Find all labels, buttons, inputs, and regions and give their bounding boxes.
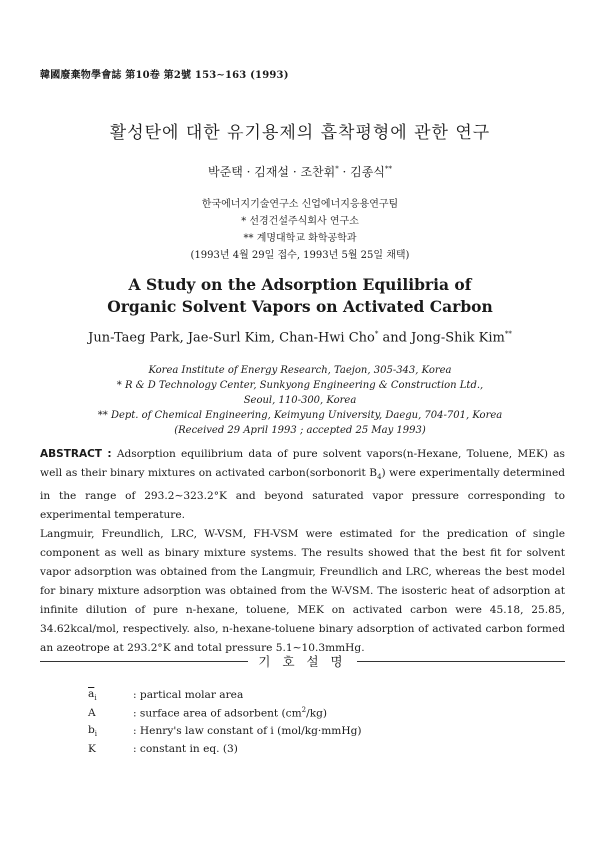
english-title bbox=[0, 274, 600, 318]
nomenclature-definition: : constant in eq. (3) bbox=[133, 743, 238, 755]
korean-received-dates: (1993년 4월 29일 접수, 1993년 5월 25일 채택) bbox=[190, 250, 410, 261]
english-authors bbox=[0, 330, 600, 345]
symbol-base: b bbox=[88, 723, 95, 736]
symbol-subscript: i bbox=[94, 694, 97, 703]
english-authors-mark2: ** bbox=[504, 330, 512, 338]
nomenclature-heading-text: 기 호 설 명 bbox=[258, 654, 347, 669]
abstract-subscript: 4 bbox=[377, 473, 382, 482]
english-authors-part2: and Jong-Shik Kim bbox=[378, 330, 505, 346]
abstract bbox=[40, 445, 565, 658]
nomenclature-row bbox=[88, 686, 362, 704]
abstract-paragraph-1 bbox=[40, 445, 565, 525]
abstract-paragraph-2: Langmuir, Freundlich, LRC, W-VSM, FH-VSM were estimated for the predication of single component as well as binary mixture systems. The results showed that the best fit for solvent vapor adsorption was obtained from the Langmuir, Freundlich and LRC, whereas the best model for binary mixture adsorption was obtained from the W-VSM. The isosteric heat of adsorption at infinite dilution of pure n-hexane, toluene, MEK on activated carbon were 45.18, 25.85, 34.62kcal/mol, respectively. also, n-hexane-toluene binary adsorption of activated carbon formed an azeotrope at 293.2°K and total pressure 5.1∼10.3mmHg. bbox=[40, 528, 565, 655]
nomenclature-definition: : Henry's law constant of i (mol/kg·mmHg) bbox=[133, 725, 362, 737]
english-title-line: Organic Solvent Vapors on Activated Carbon bbox=[107, 297, 493, 316]
korean-authors-mark2: ** bbox=[384, 165, 392, 173]
english-affiliation-line: ** Dept. of Chemical Engineering, Keimyung University, Daegu, 704-701, Korea bbox=[97, 410, 503, 421]
heading-rule-right bbox=[357, 661, 565, 662]
english-received-dates: (Received 29 April 1993 ; accepted 25 May 1993) bbox=[174, 425, 426, 436]
definition-superscript: 2 bbox=[301, 706, 307, 715]
nomenclature-heading bbox=[40, 652, 565, 670]
nomenclature-row bbox=[88, 704, 362, 722]
nomenclature-symbol bbox=[88, 724, 133, 738]
symbol-subscript: i bbox=[94, 730, 98, 739]
nomenclature-symbol: A bbox=[88, 707, 96, 719]
korean-authors-mark1: * bbox=[335, 165, 339, 173]
english-affiliation-line: Korea Institute of Energy Research, Taejon, 305-343, Korea bbox=[148, 365, 452, 376]
definition-text: /kg) bbox=[306, 707, 328, 720]
symbol-base: $\overline{a}$ bbox=[88, 687, 95, 700]
english-affiliations bbox=[0, 363, 600, 438]
nomenclature-row bbox=[88, 722, 362, 740]
nomenclature-row bbox=[88, 740, 362, 758]
abstract-label: ABSTRACT : bbox=[40, 448, 112, 460]
english-authors-part1: Jun-Taeg Park, Jae-Surl Kim, Chan-Hwi Cho bbox=[88, 330, 375, 346]
english-affiliation-line: * R & D Technology Center, Sunkyong Engineering & Construction Ltd., bbox=[116, 380, 484, 391]
korean-authors bbox=[0, 163, 600, 180]
english-authors-mark1: * bbox=[374, 330, 379, 338]
abstract-text: ) were experimentally determined in the range of 293.2∼323.2°K and beyond saturated vapor pressure corresponding to experimental temperature. bbox=[40, 467, 565, 522]
definition-text: : surface area of adsorbent (cm bbox=[133, 707, 302, 720]
nomenclature-symbol: K bbox=[88, 743, 96, 755]
korean-affiliation-line: 한국에너지기술연구소 신업에너지응용연구팀 bbox=[201, 199, 399, 210]
nomenclature-definition: : partical molar area bbox=[133, 689, 244, 701]
nomenclature-symbol bbox=[88, 688, 133, 702]
korean-authors-part2: · 김종식 bbox=[338, 165, 385, 179]
korean-affiliation-line: * 선경건설주식회사 연구소 bbox=[241, 216, 359, 227]
abstract-text: Adsorption equilibrium data of pure solvent vapors(n-Hexane, Toluene, MEK) as well as their binary mixtures on activated carbon(sorbonorit B bbox=[40, 448, 565, 479]
nomenclature-list bbox=[88, 686, 362, 758]
korean-authors-part1: 박준택 · 김재설 · 조찬휘 bbox=[208, 165, 336, 179]
korean-title: 활성탄에 대한 유기용제의 흡착평형에 관한 연구 bbox=[109, 123, 491, 143]
heading-rule-left bbox=[40, 661, 248, 662]
nomenclature-definition bbox=[133, 706, 327, 720]
korean-affiliation-line: ** 계명대학교 화학공학과 bbox=[243, 233, 357, 244]
korean-affiliations bbox=[0, 196, 600, 264]
journal-header: 韓國廢棄物學會誌 第10卷 第2號 153∼163 (1993) bbox=[40, 70, 289, 81]
english-affiliation-line: Seoul, 110-300, Korea bbox=[243, 395, 357, 406]
english-title-line: A Study on the Adsorption Equilibria of bbox=[128, 275, 472, 294]
